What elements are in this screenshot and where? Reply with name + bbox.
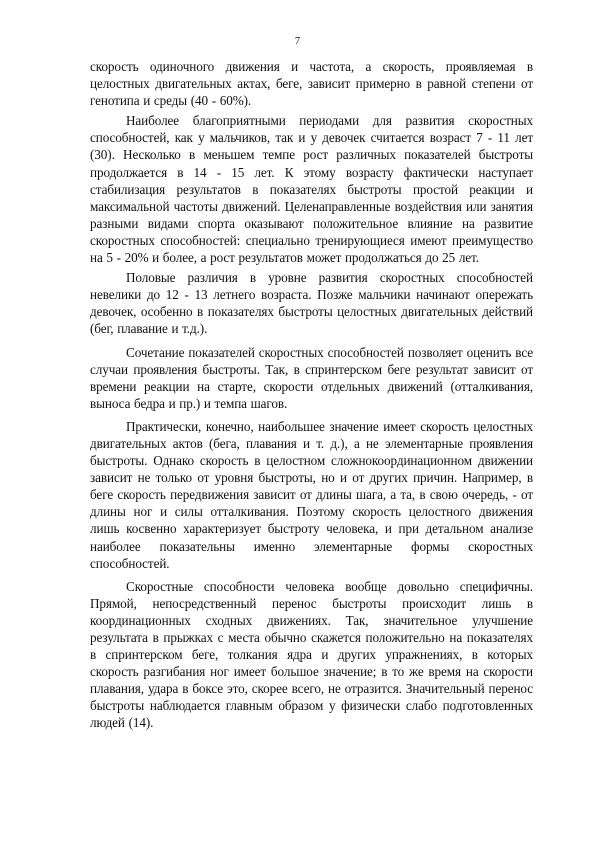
paragraph-favorable-periods: Наиболее благоприятными периодами для развития скоростных способностей, как у мальчиков, так и у девочек считается возраст 7 - 11 лет (30). Несколько в меньшем темпе рост различных показателей быстроты продолжается в 14 - 15 лет. К этому возрасту фактически наступает стабилизация результатов в показателях быстроты простой реакции и максимальной частоты движений. Целенаправленные воздействия или занятия разными видами спорта оказывают положительное влияние на развитие скоростных способностей: специально тренирующиеся имеют преимущество на 5 - 20% и более, а рост результатов может продолжаться до 25 лет. — [90, 113, 533, 266]
paragraph-sex-differences: Половые различия в уровне развития скоростных способностей невелики до 12 - 13 летнего возраста. Позже мальчики начинают опережать девочек, особенно в показателях быстроты целостных двигательных действий (бег, плавание и т.д.). — [90, 270, 533, 337]
paragraph-integral-speed: Практически, конечно, наибольшее значение имеет скорость целостных двигательных актов (бега, плавания и т. д.), а не элементарные проявления быстроты. Однако скорость в целостном сложнокоординационном движении зависит не только от уровня быстроты, но и от других причин. Например, в беге скорость передвижения зависит от длины шага, а та, в свою очередь, - от длины ног и силы отталкивания. Поэтому скорость целостного движения лишь косвенно характеризует быстроту человека, и при детальном анализе наиболее показательны именно элементарные формы скоростных способностей. — [90, 418, 533, 571]
paragraph-combination-indicators: Сочетание показателей скоростных способностей позволяет оценить все случаи проявления быстроты. Так, в спринтерском беге результат зависит от времени реакции на старте, скорости отдельных движений (отталкивания, выноса бедра и пр.) и темпа шагов. — [90, 344, 533, 411]
paragraph-specificity: Скоростные способности человека вообще довольно специфичны. Прямой, непосредственный перенос быстроты происходит лишь в координационных сходных движениях. Так, значительное улучшение результата в прыжках с места обычно скажется положительно на показателях в спринтерском беге, толкания ядра и других упражнениях, в которых скорость разгибания ног имеет большое значение; в то же время на скорости плавания, удара в боксе это, скорее всего, не отразится. Значительный перенос быстроты наблюдается главным образом у физически слабо подготовленных людей (14). — [90, 578, 533, 731]
document-body — [90, 58, 533, 735]
paragraph-continuation: скорость одиночного движения и частота, а скорость, проявляемая в целостных двигательных актах, беге, зависит примерно в равной степени от генотипа и среды (40 - 60%). — [90, 59, 533, 109]
page-number: 7 — [294, 36, 301, 47]
